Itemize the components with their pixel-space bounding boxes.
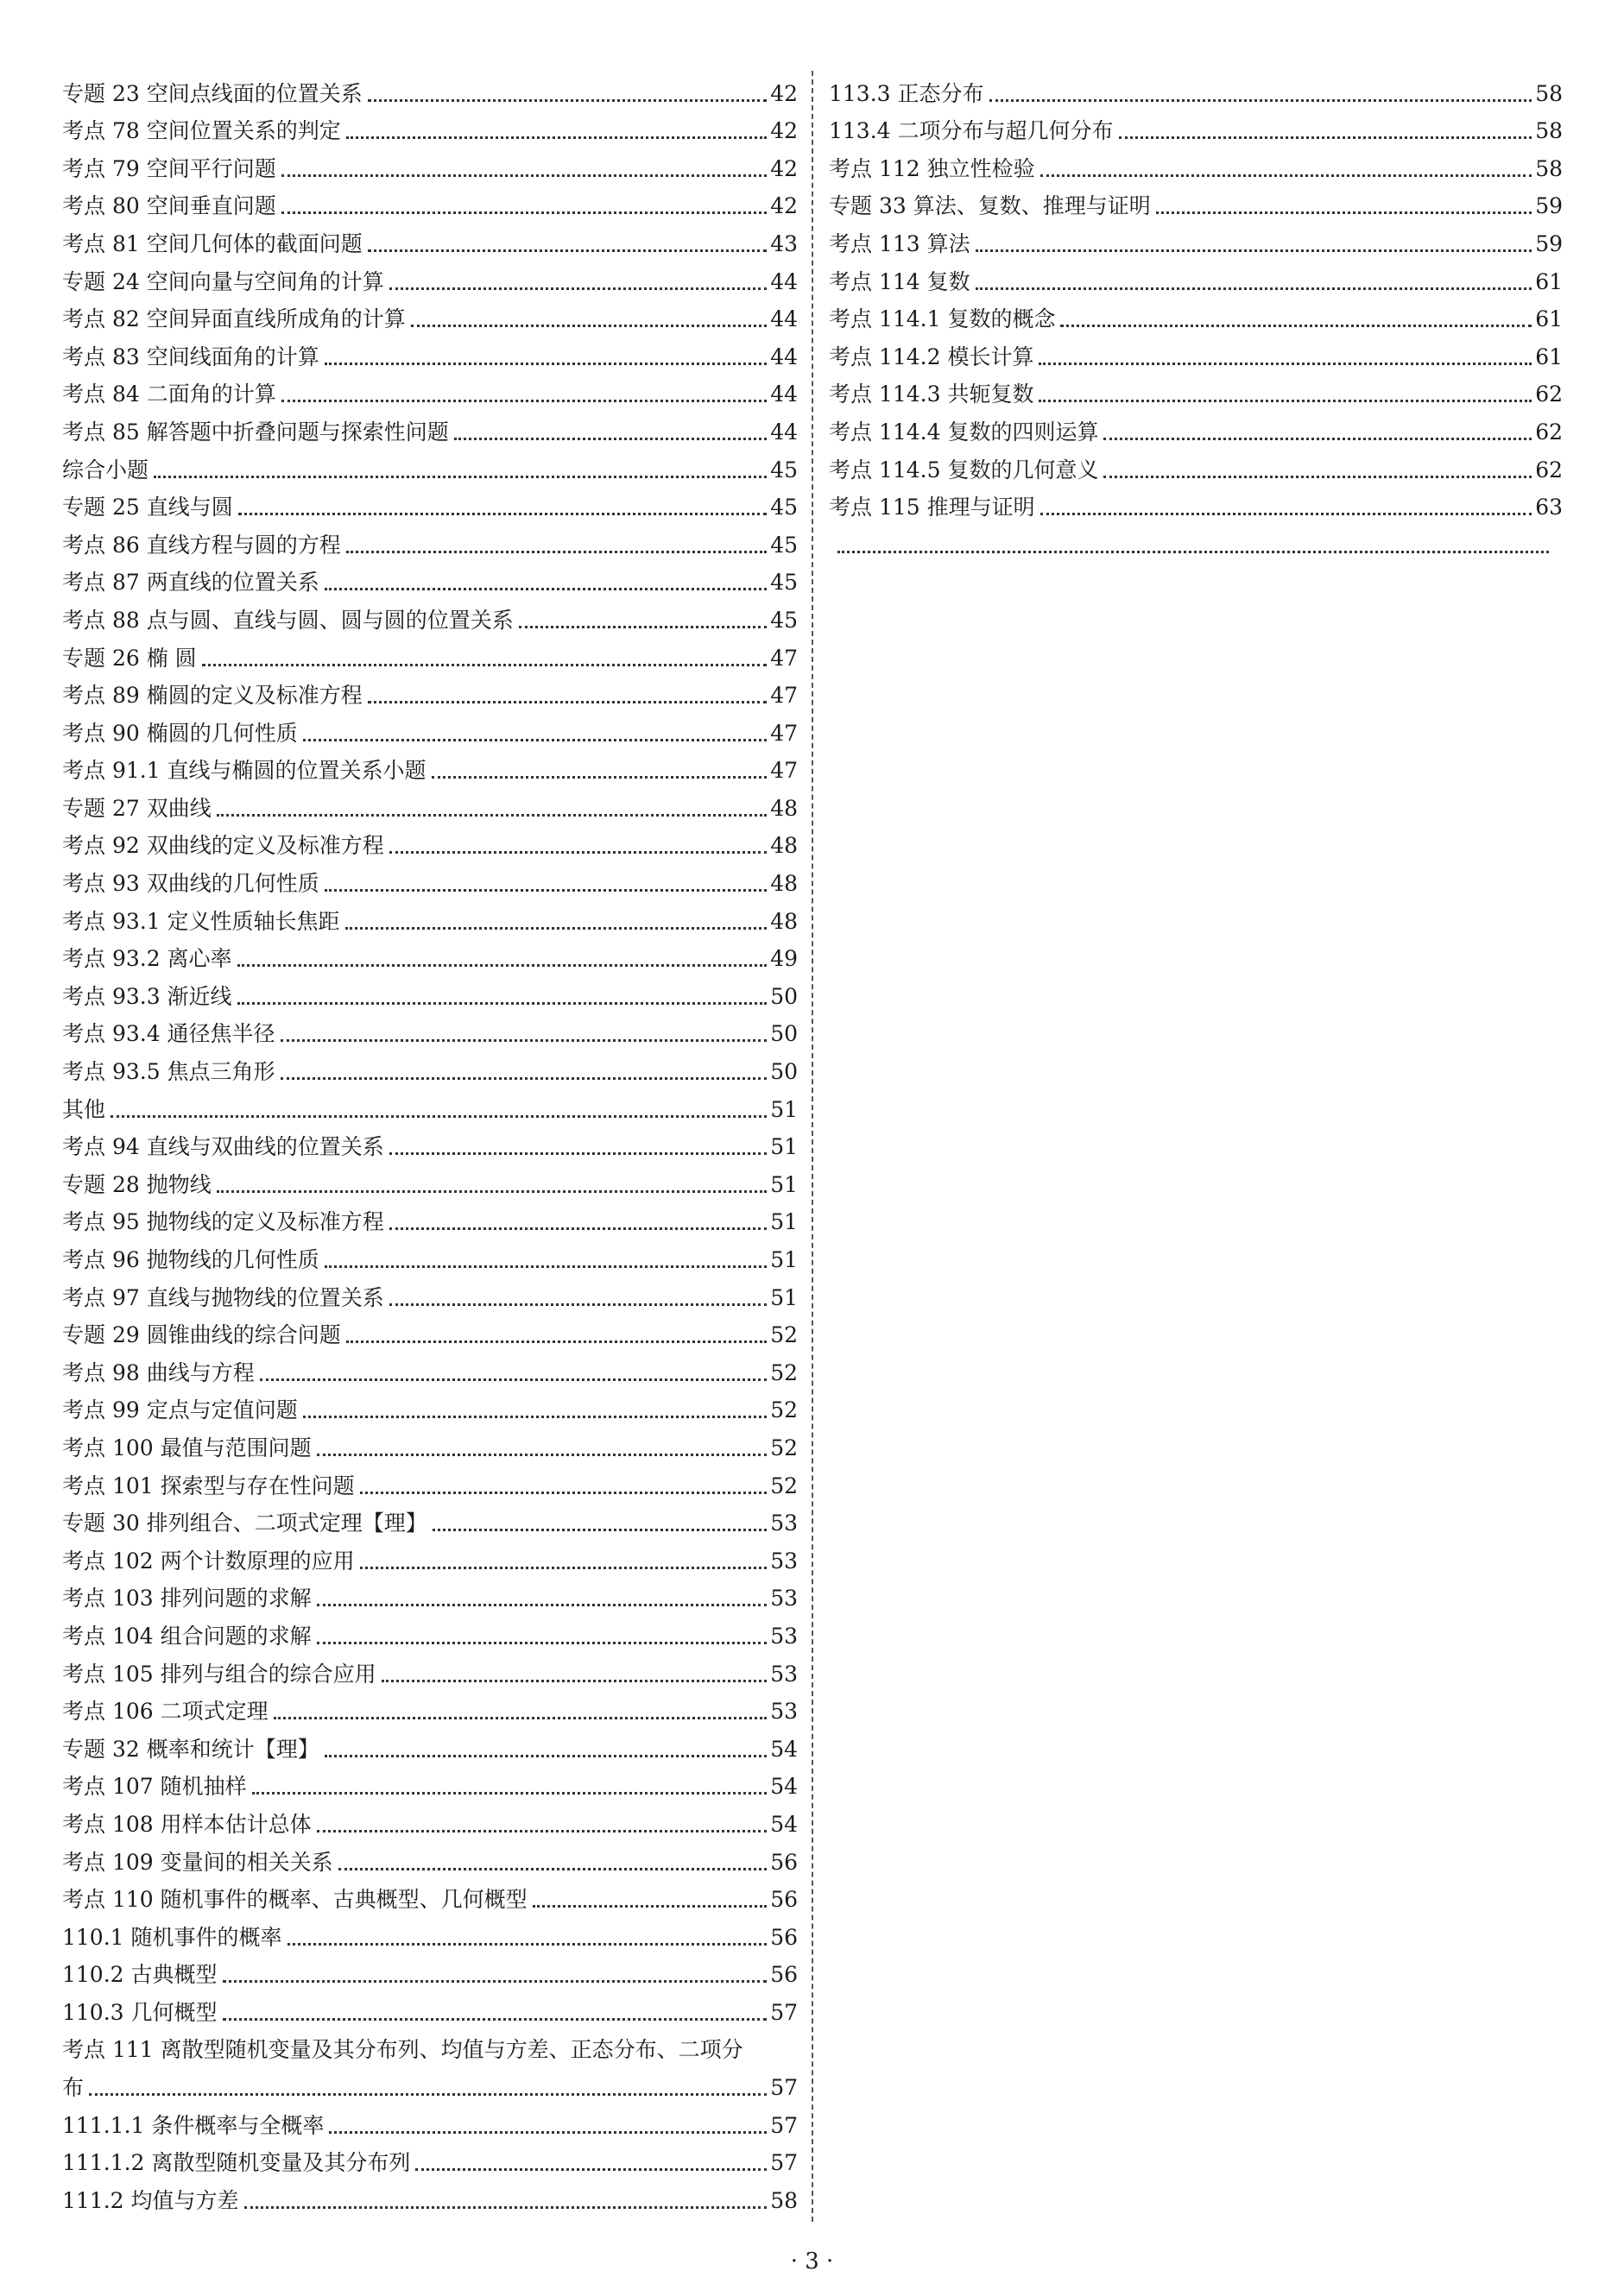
dot-leader (454, 438, 767, 440)
dot-leader (432, 776, 768, 779)
toc-entry-title: 专题 26 椭 圆 (62, 645, 197, 671)
toc-entry-title: 考点 87 两直线的位置关系 (62, 570, 319, 596)
dot-leader (976, 249, 1532, 252)
dot-leader (382, 1680, 768, 1682)
toc-entry-title: 考点 82 空间异面直线所成角的计算 (62, 306, 406, 332)
dot-leader (281, 1039, 768, 1042)
toc-entry-page: 52 (770, 1397, 798, 1423)
column-divider (812, 71, 813, 2222)
dot-leader (303, 1416, 767, 1418)
dot-leader (368, 701, 767, 703)
toc-entry-title: 考点 114.2 模长计算 (829, 344, 1034, 369)
toc-entry-page: 54 (770, 1811, 798, 1837)
toc-entry[interactable] (62, 445, 798, 483)
toc-entry-title: 考点 93.3 渐近线 (62, 983, 232, 1009)
toc-entry-title: 考点 92 双曲线的定义及标准方程 (62, 833, 384, 859)
dot-leader (325, 588, 767, 590)
toc-entry[interactable] (62, 1235, 798, 1273)
toc-entry-page: 53 (770, 1511, 798, 1536)
dot-leader (1156, 211, 1532, 214)
dot-leader (1060, 325, 1532, 327)
toc-entry[interactable] (62, 596, 798, 634)
toc-entry-title: 专题 32 概率和统计【理】 (62, 1736, 319, 1762)
toc-entry-title: 考点 114.3 共轭复数 (829, 382, 1034, 407)
toc-entry-page: 45 (770, 607, 798, 633)
toc-entry[interactable] (829, 332, 1563, 370)
dot-leader (976, 287, 1532, 290)
toc-entry[interactable] (829, 445, 1563, 483)
toc-entry-title: 考点 109 变量间的相关关系 (62, 1849, 333, 1875)
toc-entry[interactable] (62, 784, 798, 822)
toc-entry-page: 58 (770, 2187, 798, 2213)
toc-left-column (62, 69, 798, 2214)
toc-entry-title: 考点 98 曲线与方程 (62, 1359, 255, 1385)
toc-entry[interactable] (62, 672, 798, 710)
toc-entry-page: 57 (770, 2112, 798, 2138)
dot-leader (281, 400, 767, 402)
dot-leader (237, 1002, 768, 1005)
toc-entry[interactable] (62, 1198, 798, 1236)
dot-leader (346, 1340, 767, 1343)
toc-entry-page: 53 (770, 1661, 798, 1687)
toc-entry-title: 考点 99 定点与定值问题 (62, 1397, 298, 1423)
dot-leader (281, 1077, 768, 1080)
toc-entry[interactable] (829, 370, 1563, 408)
toc-entry[interactable] (62, 107, 798, 145)
toc-entry-page: 48 (770, 908, 798, 934)
toc-entry[interactable] (62, 1085, 798, 1123)
toc-entry[interactable] (62, 1386, 798, 1424)
toc-entry-title: 考点 84 二面角的计算 (62, 382, 276, 407)
toc-entry-title: 专题 30 排列组合、二项式定理【理】 (62, 1511, 427, 1536)
toc-entry[interactable] (62, 1913, 798, 1951)
dot-leader (1103, 476, 1532, 478)
toc-entry-title: 考点 102 两个计数原理的应用 (62, 1548, 355, 1574)
dot-leader (288, 1943, 768, 1946)
toc-entry-title: 考点 95 抛物线的定义及标准方程 (62, 1209, 384, 1235)
toc-entry[interactable] (62, 1649, 798, 1687)
toc-entry[interactable] (62, 370, 798, 408)
dot-leader (433, 1529, 767, 1531)
toc-entry-page: 52 (770, 1359, 798, 1385)
toc-entry-page: 51 (770, 1209, 798, 1235)
toc-entry-title: 考点 106 二项式定理 (62, 1699, 269, 1725)
dot-leader (238, 513, 767, 515)
toc-entry[interactable] (62, 257, 798, 295)
toc-entry-title: 考点 86 直线方程与圆的方程 (62, 532, 341, 558)
toc-entry-title: 考点 93.4 通径焦半径 (62, 1021, 275, 1047)
toc-entry-page: 47 (770, 758, 798, 784)
toc-entry[interactable] (62, 634, 798, 672)
dot-leader (533, 1905, 768, 1908)
toc-entry[interactable] (62, 1800, 798, 1838)
toc-entry-title: 考点 94 直线与双曲线的位置关系 (62, 1134, 384, 1160)
dot-leader (317, 1454, 768, 1456)
toc-entry-page: 61 (1535, 268, 1563, 294)
toc-entry[interactable] (62, 1536, 798, 1574)
toc-entry-page: 51 (770, 1134, 798, 1160)
toc-entry[interactable] (62, 747, 798, 785)
toc-entry-page: 49 (770, 946, 798, 972)
dot-leader (1040, 513, 1532, 515)
dot-leader (346, 551, 767, 553)
dot-leader (415, 2168, 767, 2171)
dot-leader (244, 2206, 768, 2209)
dot-leader (223, 1980, 768, 1983)
dot-leader (389, 1152, 767, 1155)
toc-entry[interactable] (62, 859, 798, 897)
toc-entry-title: 考点 110 随机事件的概率、古典概型、几何概型 (62, 1887, 528, 1913)
toc-entry-title: 考点 93.2 离心率 (62, 946, 232, 972)
toc-entry[interactable] (62, 2101, 798, 2139)
dot-leader (1103, 438, 1532, 440)
page-number: · 3 · (790, 2249, 834, 2274)
toc-entry[interactable] (62, 1047, 798, 1085)
toc-entry-title: 考点 113 算法 (829, 230, 970, 256)
dot-leader (389, 287, 767, 290)
toc-entry-title: 专题 29 圆锥曲线的综合问题 (62, 1322, 341, 1348)
toc-entry-title: 考点 101 探索型与存在性问题 (62, 1473, 355, 1498)
toc-entry-title: 110.2 古典概型 (62, 1962, 218, 1988)
dot-leader (325, 1265, 767, 1268)
toc-entry-page: 52 (770, 1473, 798, 1498)
toc-entry-page: 62 (1535, 382, 1563, 407)
toc-entry[interactable] (62, 1612, 798, 1649)
toc-entry-title: 考点 81 空间几何体的截面问题 (62, 230, 363, 256)
toc-entry-title: 考点 83 空间线面角的计算 (62, 344, 319, 369)
toc-entry-page: 45 (770, 570, 798, 596)
toc-entry[interactable] (829, 182, 1563, 220)
toc-entry[interactable] (62, 972, 798, 1010)
toc-entry-page: 48 (770, 833, 798, 859)
dot-leader (389, 1303, 767, 1306)
toc-entry-title: 113.4 二项分布与超几何分布 (829, 118, 1114, 144)
toc-entry-page: 44 (770, 382, 798, 407)
toc-entry[interactable] (62, 1763, 798, 1801)
dot-leader (1039, 363, 1532, 365)
toc-entry-title: 专题 27 双曲线 (62, 795, 212, 821)
toc-entry[interactable] (62, 1160, 798, 1198)
dot-leader (260, 1378, 767, 1381)
toc-entry-page: 59 (1535, 193, 1563, 219)
dot-leader (338, 1868, 768, 1870)
trailing-dot-leader (829, 520, 1563, 558)
toc-entry-title: 考点 96 抛物线的几何性质 (62, 1247, 319, 1272)
toc-entry-title: 考点 112 独立性检验 (829, 155, 1035, 181)
toc-entry-page: 42 (770, 193, 798, 219)
toc-entry-page: 58 (1535, 80, 1563, 106)
toc-entry[interactable] (829, 295, 1563, 333)
toc-entry-title: 专题 23 空间点线面的位置关系 (62, 80, 363, 106)
toc-entry[interactable] (829, 107, 1563, 145)
toc-entry[interactable] (62, 1988, 798, 2026)
toc-entry-page: 42 (770, 80, 798, 106)
toc-entry[interactable] (829, 69, 1563, 107)
toc-entry[interactable] (62, 520, 798, 558)
toc-entry[interactable] (62, 219, 798, 257)
dot-leader (217, 814, 767, 817)
dot-leader (217, 1190, 767, 1193)
toc-entry[interactable] (62, 709, 798, 747)
toc-entry-page: 44 (770, 268, 798, 294)
toc-entry-page: 53 (770, 1548, 798, 1574)
toc-entry[interactable] (62, 2026, 798, 2064)
toc-entry-page: 63 (1535, 495, 1563, 520)
dot-leader (368, 99, 767, 102)
toc-entry-page: 53 (770, 1623, 798, 1649)
toc-entry[interactable] (62, 1461, 798, 1499)
toc-entry[interactable] (829, 219, 1563, 257)
toc-entry[interactable] (62, 1273, 798, 1311)
toc-entry-page: 45 (770, 532, 798, 558)
dot-leader (202, 664, 768, 666)
toc-entry-page: 53 (770, 1586, 798, 1612)
toc-entry[interactable] (62, 2139, 798, 2177)
dot-leader (89, 2093, 767, 2096)
dot-leader (329, 2131, 767, 2134)
toc-entry-page: 42 (770, 118, 798, 144)
toc-entry-page: 61 (1535, 344, 1563, 369)
dot-leader (237, 964, 768, 967)
toc-entry-page: 61 (1535, 306, 1563, 332)
toc-entry-title: 考点 103 排列问题的求解 (62, 1586, 312, 1612)
dot-leader (389, 1227, 767, 1230)
toc-entry-page: 44 (770, 419, 798, 445)
toc-entry[interactable] (62, 935, 798, 973)
toc-entry-page: 57 (770, 2150, 798, 2176)
toc-entry[interactable] (62, 483, 798, 521)
toc-entry-title: 考点 105 排列与组合的综合应用 (62, 1661, 376, 1687)
toc-entry-title: 其他 (62, 1096, 106, 1122)
dot-leader (281, 211, 767, 214)
toc-entry[interactable] (62, 1123, 798, 1161)
toc-entry-title: 110.3 几何概型 (62, 1999, 218, 2025)
toc-entry-title: 考点 114.5 复数的几何意义 (829, 457, 1099, 483)
toc-entry-title: 专题 33 算法、复数、推理与证明 (829, 193, 1151, 219)
toc-entry-title: 考点 111 离散型随机变量及其分布列、均值与方差、正态分布、二项分 (62, 2037, 743, 2063)
toc-entry-page: 48 (770, 871, 798, 897)
toc-entry-title: 考点 108 用样本估计总体 (62, 1811, 312, 1837)
toc-entry-title: 考点 90 椭圆的几何性质 (62, 720, 298, 746)
toc-entry[interactable] (62, 897, 798, 935)
toc-entry[interactable] (62, 1838, 798, 1876)
dot-leader (360, 1567, 768, 1569)
dot-leader (1039, 400, 1532, 402)
dot-leader (317, 1642, 768, 1644)
dot-leader (389, 851, 767, 854)
toc-entry[interactable] (62, 1574, 798, 1612)
dot-leader (1040, 174, 1532, 177)
toc-entry[interactable] (62, 1725, 798, 1763)
toc-entry-page: 59 (1535, 230, 1563, 256)
toc-entry-page: 56 (770, 1962, 798, 1988)
toc-entry[interactable] (62, 1010, 798, 1048)
toc-entry-title: 考点 114 复数 (829, 268, 970, 294)
toc-entry-page: 58 (1535, 118, 1563, 144)
toc-entry-title: 111.1.1 条件概率与全概率 (62, 2112, 325, 2138)
toc-entry[interactable] (62, 1876, 798, 1914)
toc-entry-page: 54 (770, 1736, 798, 1762)
toc-entry-page: 58 (1535, 155, 1563, 181)
toc-entry-title: 考点 78 空间位置关系的判定 (62, 118, 341, 144)
toc-entry[interactable] (62, 407, 798, 445)
toc-entry[interactable] (829, 257, 1563, 295)
toc-entry-title: 考点 97 直线与抛物线的位置关系 (62, 1284, 384, 1310)
toc-entry[interactable] (62, 1951, 798, 1989)
toc-entry-page: 50 (770, 1021, 798, 1047)
toc-entry[interactable] (829, 144, 1563, 182)
dot-leader (325, 889, 767, 892)
toc-entry[interactable] (62, 1687, 798, 1725)
dot-leader (345, 927, 768, 930)
toc-entry-title: 考点 107 随机抽样 (62, 1774, 247, 1800)
toc-entry-page: 57 (770, 2075, 798, 2101)
toc-entry-page: 45 (770, 457, 798, 483)
dot-leader (519, 626, 767, 628)
toc-entry[interactable] (62, 1499, 798, 1537)
toc-entry[interactable] (62, 1311, 798, 1349)
toc-entry-page: 51 (770, 1284, 798, 1310)
toc-entry-title: 考点 114.4 复数的四则运算 (829, 419, 1099, 445)
toc-right-column (829, 69, 1563, 558)
dot-leader (325, 363, 767, 365)
dot-leader (368, 249, 767, 252)
toc-entry-page: 48 (770, 795, 798, 821)
toc-entry[interactable] (62, 69, 798, 107)
dot-leader (989, 99, 1532, 102)
toc-entry-page: 50 (770, 1059, 798, 1085)
toc-entry-title: 考点 85 解答题中折叠问题与探索性问题 (62, 419, 449, 445)
dot-leader (223, 2018, 768, 2021)
dot-leader (325, 1755, 767, 1757)
toc-entry-page: 51 (770, 1096, 798, 1122)
toc-entry-page: 52 (770, 1435, 798, 1460)
toc-entry-title: 113.3 正态分布 (829, 80, 984, 106)
toc-entry[interactable] (62, 1423, 798, 1461)
dot-leader (360, 1492, 768, 1494)
toc-entry-page: 44 (770, 306, 798, 332)
toc-entry-title: 考点 80 空间垂直问题 (62, 193, 276, 219)
dot-leader (411, 325, 767, 327)
toc-entry-page: 57 (770, 1999, 798, 2025)
toc-entry-page: 54 (770, 1774, 798, 1800)
toc-entry-title: 考点 79 空间平行问题 (62, 155, 276, 181)
toc-entry-page: 53 (770, 1699, 798, 1725)
toc-entry-page: 56 (770, 1924, 798, 1950)
toc-entry-title: 考点 114.1 复数的概念 (829, 306, 1056, 332)
toc-entry-page: 43 (770, 230, 798, 256)
toc-entry-page: 56 (770, 1887, 798, 1913)
toc-entry-page: 51 (770, 1171, 798, 1197)
toc-entry-page: 51 (770, 1247, 798, 1272)
toc-entry-title: 专题 24 空间向量与空间角的计算 (62, 268, 384, 294)
toc-entry-title: 专题 25 直线与圆 (62, 495, 233, 520)
dot-leader (274, 1717, 768, 1719)
toc-entry-page: 56 (770, 1849, 798, 1875)
toc-entry-page: 47 (770, 683, 798, 709)
toc-entry[interactable] (62, 144, 798, 182)
toc-entry-title: 考点 88 点与圆、直线与圆、圆与圆的位置关系 (62, 607, 514, 633)
toc-entry[interactable] (829, 483, 1563, 521)
toc-entry[interactable] (62, 332, 798, 370)
toc-entry[interactable] (62, 2063, 798, 2101)
toc-entry-title: 考点 104 组合问题的求解 (62, 1623, 312, 1649)
toc-entry-page: 62 (1535, 419, 1563, 445)
toc-entry[interactable] (62, 1348, 798, 1386)
toc-entry-title: 专题 28 抛物线 (62, 1171, 212, 1197)
dot-leader (317, 1604, 768, 1606)
dot-leader (252, 1792, 768, 1795)
toc-entry-page: 44 (770, 344, 798, 369)
dot-leader (346, 136, 767, 139)
dot-leader (1119, 136, 1532, 139)
toc-entry-page: 50 (770, 983, 798, 1009)
toc-entry-title: 布 (62, 2075, 85, 2101)
toc-entry-title: 综合小题 (62, 457, 149, 483)
toc-entry-title: 考点 93.5 焦点三角形 (62, 1059, 275, 1085)
toc-entry-title: 考点 91.1 直线与椭圆的位置关系小题 (62, 758, 427, 784)
toc-entry-title: 111.1.2 离散型随机变量及其分布列 (62, 2150, 411, 2176)
toc-entry[interactable] (62, 182, 798, 220)
toc-entry-title: 考点 93 双曲线的几何性质 (62, 871, 319, 897)
dot-leader (111, 1115, 767, 1118)
dot-leader (317, 1830, 768, 1832)
toc-entry[interactable] (62, 822, 798, 860)
toc-entry-title: 考点 115 推理与证明 (829, 495, 1035, 520)
dot-leader (281, 174, 767, 177)
dot-leader (837, 551, 1549, 553)
toc-entry-page: 45 (770, 495, 798, 520)
toc-entry[interactable] (829, 407, 1563, 445)
toc-entry-page: 47 (770, 645, 798, 671)
toc-entry[interactable] (62, 295, 798, 333)
toc-entry[interactable] (62, 558, 798, 596)
toc-entry-title: 110.1 随机事件的概率 (62, 1924, 282, 1950)
toc-entry-page: 47 (770, 720, 798, 746)
dot-leader (154, 476, 767, 478)
toc-entry-title: 考点 93.1 定义性质轴长焦距 (62, 908, 340, 934)
toc-entry-title: 考点 89 椭圆的定义及标准方程 (62, 683, 363, 709)
toc-entry-page: 42 (770, 155, 798, 181)
dot-leader (303, 739, 767, 741)
toc-entry-page: 62 (1535, 457, 1563, 483)
toc-entry[interactable] (62, 2176, 798, 2214)
toc-entry-page: 52 (770, 1322, 798, 1348)
toc-entry-title: 考点 100 最值与范围问题 (62, 1435, 312, 1460)
toc-entry-title: 111.2 均值与方差 (62, 2187, 239, 2213)
